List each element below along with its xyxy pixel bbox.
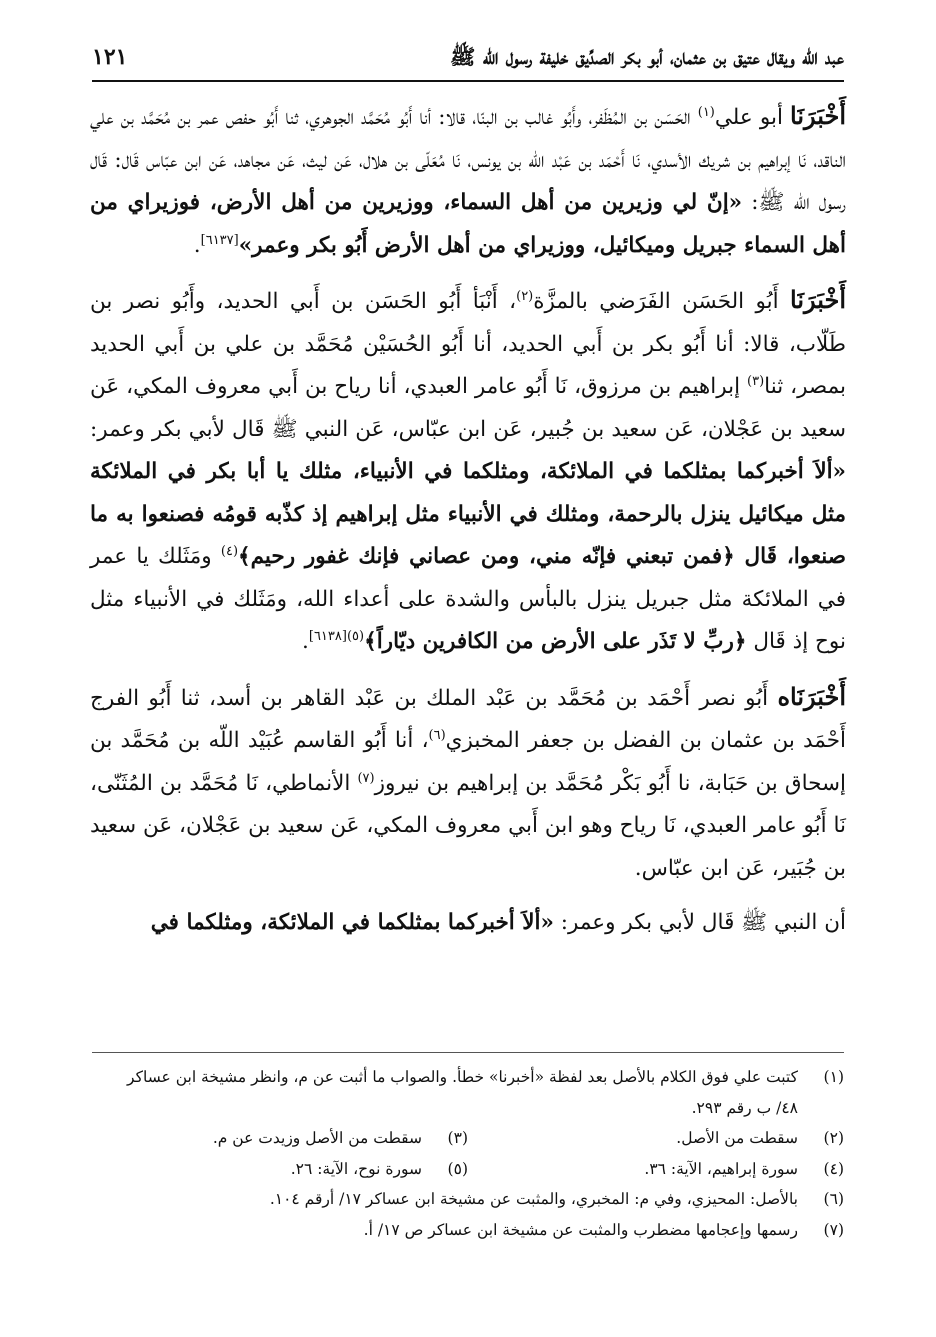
text-segment: .: [193, 232, 201, 258]
text-segment: ومَثَلك يا عمر في الملائكة مثل جبريل ينزل بالبأس والشدة على أعداء الله، ومَثَلك في الأنبياء مثل نوح إذ قَال: [90, 544, 846, 654]
footnote-text: سقطت من الأصل.: [676, 1129, 798, 1147]
footnote-marker: (٢): [516, 288, 534, 304]
footnote-marker: (١): [697, 104, 715, 120]
footnote-number: (٣): [447, 1129, 468, 1147]
paragraph: [90, 902, 846, 945]
footnote-3: [92, 1123, 468, 1154]
text-segment: .: [302, 629, 309, 654]
footnote-7: [92, 1215, 844, 1246]
footnote-number: (٥): [447, 1159, 468, 1178]
page-header: [92, 38, 844, 82]
footnote-5: [92, 1154, 468, 1185]
hadith-text: «ألاَ أخبركما بمثلكما في الملائكة، ومثلكما في: [150, 910, 554, 935]
footnote-row: [92, 1154, 844, 1185]
footnote-marker: (٦): [428, 727, 446, 743]
footnote-divider: [92, 1052, 844, 1053]
text-segment: الحَسَن بن المُظَفر، وأَبُو غالب بن البنّا، قالا: أنا أَبُو مُحَمَّد الجوهري، ثنا أَبُو حفص عمر بن مُحَمَّد بن علي الناقد، نَا إبراهيم بن شريك الأسدي، نَا أَحْمَد بن عَبْد اللّه بن يونس، نَا مُعَلّى بن هلال، عَن ليث، عَن مجاهد، عَن ابن عبّاس قَال: قَال رسول الله ﷺ:: [90, 105, 846, 215]
footnote-text: رسمها وإعجامها مضطرب والمثبت عن مشيخة ابن عساكر ص ١٧/ أ.: [363, 1220, 798, 1239]
footnote-text: بالأصل: المحيزي، وفي م: المخبري، والمثبت عن مشيخة ابن عساكر ١٧/ أرقم ١٠٤.: [269, 1190, 798, 1208]
text-segment: أَبُو الحَسَن الفَرَضي بالمزَّة: [533, 289, 791, 314]
footnote-number: (٢): [823, 1129, 844, 1147]
footnote-number: (٤): [823, 1159, 844, 1178]
paragraph: [90, 95, 846, 267]
running-title: عبد الله ويقال عتيق بن عثمان، أبو بكر الصدِّيق خليفة رسول الله ﷺ: [450, 44, 844, 69]
page-number: ١٢١: [92, 44, 128, 70]
hadith-number: [٦١٣٨]: [308, 628, 347, 644]
text-segment: أن النبي ﷺ قَال لأبي بكر وعمر:: [553, 910, 846, 935]
paragraph: [90, 676, 846, 891]
footnote-text: سورة إبراهيم، الآية: ٣٦.: [644, 1159, 798, 1178]
footnote-1-continuation: ٤٨/ ب رقم ٢٩٣.: [691, 1098, 798, 1117]
main-text: [90, 95, 846, 957]
footnote-6: [92, 1184, 844, 1215]
hadith-text: ﴿ربِّ لا تَذَر على الأرض من الكافرين ديّاراً﴾: [364, 629, 747, 654]
footnote-1: [92, 1062, 844, 1093]
hadith-text: «ألاَ أخبركما بمثلكما في الملائكة، ومثلكما في الأنبياء، مثلك يا أبا بكر في الملائكة مثل ميكائيل ينزل بالرحمة، ومثلك في الأنبياء مثل إبراهيم إذ كذّبه قومُه فصنعوا به ما صنعوا، قَال ﴿فمن تبعني فإنّه مني، ومن عصاني فإنك غفور رحيم﴾: [90, 459, 846, 569]
footnote-text: سورة نوح، الآية: ٢٦.: [290, 1159, 422, 1178]
footnote-row: [92, 1123, 844, 1154]
footnote-marker: (٥): [346, 628, 365, 644]
footnote-text: كتبت علي فوق الكلام بالأصل بعد لفظة «أخبرنا» خطأ. والصواب ما أثبت عن م، وانظر مشيخة ابن عساكر: [127, 1068, 798, 1086]
text-segment: إبراهيم بن مرزوق، نَا أَبُو عامر العبدي، أنا رياح بن أَبي معروف المكي، عَن سعيد بن عَجْلان، عَن سعيد بن جُبير، عَن ابن عبّاس، عَن النبي ﷺ قَال لأبي بكر وعمر:: [90, 374, 846, 442]
text-segment: أبو علي: [714, 105, 791, 130]
footnote-marker: (٧): [357, 770, 375, 786]
footnotes: [92, 1062, 844, 1245]
footnote-text: سقطت من الأصل وزيدت عن م.: [212, 1129, 422, 1147]
text-segment: الأنماطي، نَا مُحَمَّد بن المُثَنّى، نَا أَبُو عامر العبدي، نَا رياح وهو ابن أَبي معروف المكي، عَن سعيد بن عَجْلان، عَن سعيد بن جُبَير، عَن ابن عبّاس.: [90, 770, 846, 881]
text-segment: ، أنا أَبُو القاسم عُبَيْد اللّه بن مُحَمَّد بن إسحاق بن حَبَابة، نا أَبُو بَكْر مُحَمَّد بن إبراهيم بن نيروز: [90, 728, 846, 796]
hadith-text: «إنّ لي وزيرين من أهل السماء، ووزيرين من أهل الأرض، فوزيراي من أهل السماء جبريل وميكائيل، ووزيراي من أهل الأرض أَبُو بكر وعمر»: [90, 190, 846, 258]
footnote-marker: (٤): [220, 543, 239, 559]
hadith-number: [٦١٣٧]: [200, 232, 239, 248]
footnote-marker: (٣): [747, 373, 765, 389]
footnote-2: [468, 1123, 844, 1154]
paragraph-lead-word: أَخْبَرَنَا: [790, 101, 847, 130]
text-segment: أَبُو نصر أَحْمَد بن مُحَمَّد بن عَبْد الملك بن عَبْد القاهر بن أسد، ثنا أَبُو الفرج أَحْمَد بن عثمان بن الفضل بن جعفر المخبزي: [90, 685, 846, 753]
footnote-number: (٧): [823, 1220, 844, 1239]
footnote-number: (٦): [823, 1190, 844, 1208]
footnote-4: [468, 1154, 844, 1185]
paragraph-lead-word: أَخْبَرَنَا: [790, 285, 846, 314]
paragraph-lead-word: أَخْبَرَنَاه: [777, 681, 846, 711]
footnote-number: (١): [823, 1068, 844, 1086]
paragraph: [90, 279, 846, 664]
text-segment: ، أَنْبَأ أَبُو الحَسَن بن أَبي الحديد، وأَبُو نصر بن طَلّاب، قالا: أنا أَبُو بكر بن أَبي الحديد، أنا أَبُو الحُسَيْن مُحَمَّد بن علي بن أَبي الحديد بمصر، ثنا: [90, 289, 846, 399]
